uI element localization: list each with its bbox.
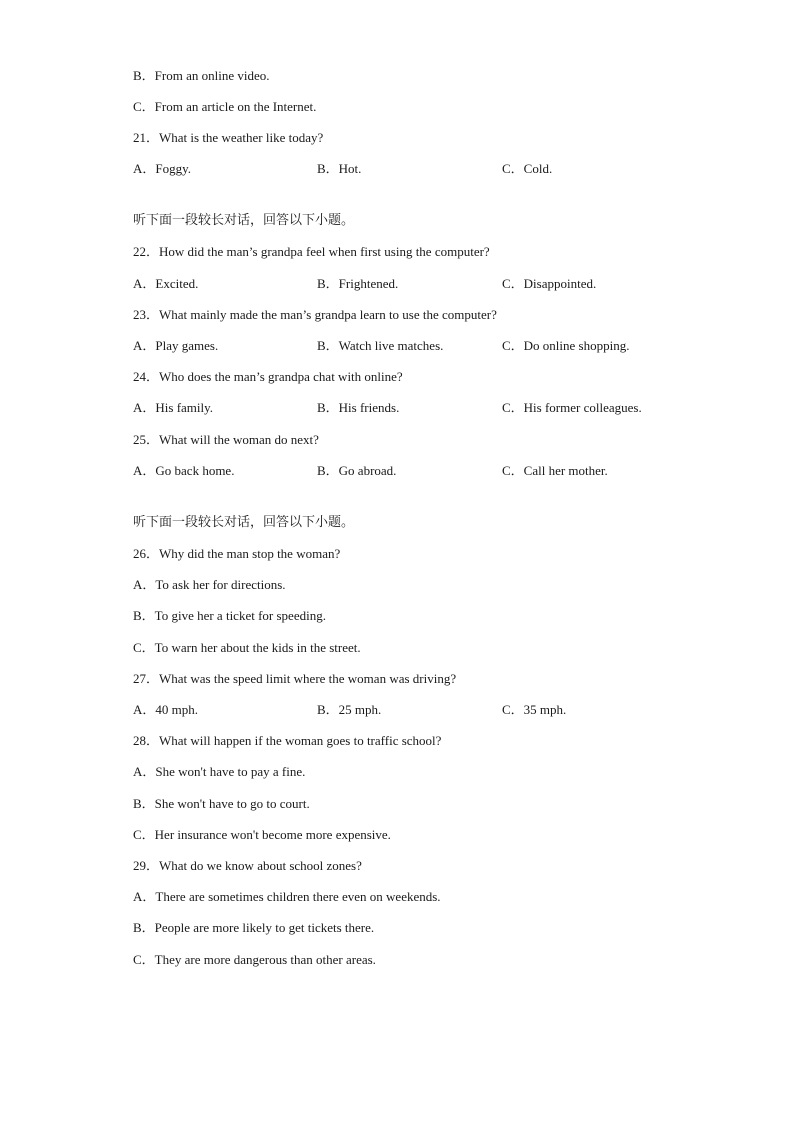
q22-option-c: C．Disappointed. (502, 276, 597, 291)
q25-option-c: C．Call her mother. (502, 463, 608, 478)
q26-option-b: B．To give her a ticket for speeding. (133, 608, 326, 623)
q29-option-a: A．There are sometimes children there even on weekends. (133, 889, 441, 904)
q27-question: 27．What was the speed limit where the woman was driving? (133, 671, 457, 686)
q27-option-b: B．25 mph. (317, 702, 382, 717)
q24-question: 24．Who does the man’s grandpa chat with online? (133, 369, 403, 384)
q28-option-a: A．She won't have to pay a fine. (133, 764, 306, 779)
q26-option-c: C．To warn her about the kids in the street. (133, 640, 361, 655)
q28-option-b: B．She won't have to go to court. (133, 796, 310, 811)
q23-option-c: C．Do online shopping. (502, 338, 630, 353)
section-heading-1: 听下面一段较长对话，回答以下小题。 (133, 213, 355, 228)
q20-option-b: B．From an online video. (133, 68, 270, 83)
section-heading-2: 听下面一段较长对话，回答以下小题。 (133, 515, 355, 530)
q22-option-b: B．Frightened. (317, 276, 399, 291)
q23-option-a: A．Play games. (133, 338, 219, 353)
q24-option-c: C．His former colleagues. (502, 400, 642, 415)
q22-question: 22．How did the man’s grandpa feel when first using the computer? (133, 244, 490, 259)
q24-option-a: A．His family. (133, 400, 214, 415)
q20-option-c: C．From an article on the Internet. (133, 99, 317, 114)
q21-option-a: A．Foggy. (133, 161, 192, 176)
q25-question: 25．What will the woman do next? (133, 432, 319, 447)
q27-option-a: A．40 mph. (133, 702, 199, 717)
q25-option-b: B．Go abroad. (317, 463, 397, 478)
q21-option-c: C．Cold. (502, 161, 553, 176)
q29-question: 29．What do we know about school zones? (133, 858, 362, 873)
q21-option-b: B．Hot. (317, 161, 362, 176)
q28-question: 28．What will happen if the woman goes to traffic school? (133, 733, 442, 748)
q22-option-a: A．Excited. (133, 276, 199, 291)
q25-option-a: A．Go back home. (133, 463, 235, 478)
q29-option-b: B．People are more likely to get tickets there. (133, 920, 375, 935)
q23-option-b: B．Watch live matches. (317, 338, 444, 353)
q23-question: 23．What mainly made the man’s grandpa learn to use the computer? (133, 307, 497, 322)
q28-option-c: C．Her insurance won't become more expensive. (133, 827, 391, 842)
q26-question: 26．Why did the man stop the woman? (133, 546, 341, 561)
q24-option-b: B．His friends. (317, 400, 400, 415)
q27-option-c: C．35 mph. (502, 702, 567, 717)
q26-option-a: A．To ask her for directions. (133, 577, 286, 592)
q29-option-c: C．They are more dangerous than other areas. (133, 952, 376, 967)
q21-question: 21．What is the weather like today? (133, 130, 324, 145)
